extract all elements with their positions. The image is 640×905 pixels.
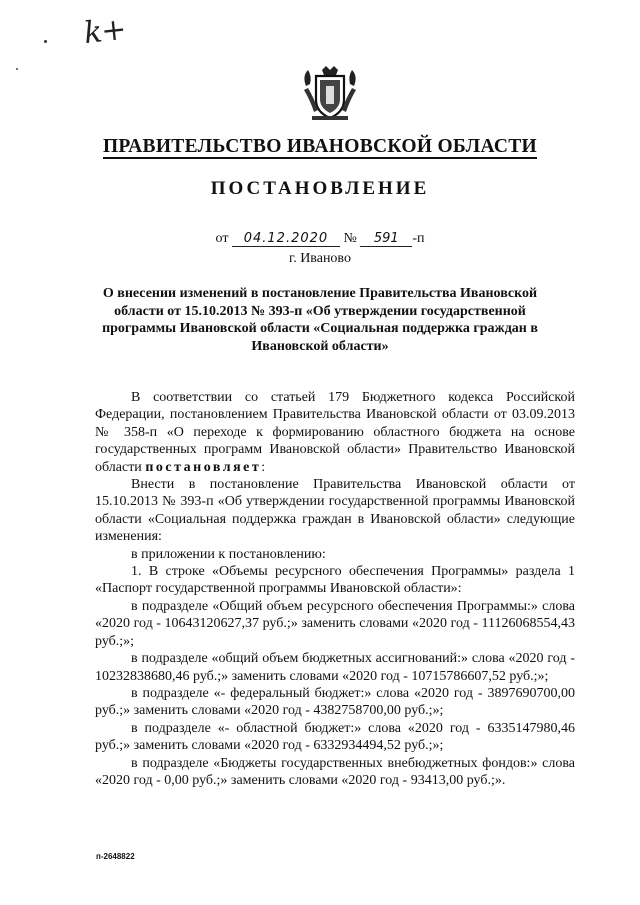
paragraph: в подразделе «общий объем бюджетных ассигнований:» слова «2020 год - 10232838680,46 руб.;» заменить словами «2020 год - 10715786607,52 руб.;»;: [95, 651, 575, 684]
paragraph: В соответствии со статьей 179 Бюджетного кодекса Российской Федерации, постановлением Правительства Ивановской области от 03.09.2013 № 358-п «О переходе к формированию областного бюджета на основе государственных программ Ивановской области» Правительство Ивановской области постановляет:: [95, 390, 575, 475]
paragraph: в подразделе «- областной бюджет:» слова «2020 год - 6335147980,46 руб.;» заменить словами «2020 год - 6332934494,52 руб.;»;: [95, 720, 575, 754]
handwritten-mark: k+: [82, 11, 128, 52]
number-suffix: -п: [412, 231, 425, 246]
document-subject: О внесении изменений в постановление Правительства Ивановской области от 15.10.2013 № 393-п «Об утверждении государственной программы Ивановской области «Социальная поддержка граждан в Ивановской области»: [102, 286, 538, 354]
document-body: [95, 389, 575, 789]
paragraph: в приложении к постановлению:: [131, 546, 326, 562]
footer-code: п-2648822: [96, 852, 135, 861]
coat-of-arms-emblem: [300, 66, 360, 122]
paragraph: в подразделе «- федеральный бюджет:» слова «2020 год - 3897690700,00 руб.;» заменить словами «2020 год - 4382758700,00 руб.;»;: [95, 685, 575, 719]
paragraph: Внести в постановление Правительства Ивановской области от 15.10.2013 № 393-п «Об утверждении государственной программы Ивановской области «Социальная поддержка граждан в Ивановской области» следующие изменения:: [95, 477, 575, 545]
date-number-line: [0, 231, 640, 247]
paragraph: 1. В строке «Объемы ресурсного обеспечения Программы» раздела 1 «Паспорт государственной программы Ивановской области»:: [95, 564, 575, 597]
ink-dot: [44, 40, 47, 43]
spaced-word-postanovlyaet: постановляет: [145, 459, 262, 475]
handwritten-date: 04.12.2020: [232, 231, 340, 247]
ink-dot: [16, 68, 18, 70]
city: г. Иваново: [289, 251, 351, 266]
paragraph: в подразделе «Общий объем ресурсного обеспечения Программы:» слова «2020 год - 10643120627,37 руб.;» заменить словами «2020 год - 11126068554,43 руб.;»;: [95, 598, 575, 649]
number-sign: №: [343, 231, 357, 246]
organization-title: ПРАВИТЕЛЬСТВО ИВАНОВСКОЙ ОБЛАСТИ: [102, 136, 538, 157]
paragraph: в подразделе «Бюджеты государственных внебюджетных фондов:» слова «2020 год - 0,00 руб.;» заменить словами «2020 год - 93413,00 руб.;».: [95, 755, 575, 788]
handwritten-number: 591: [360, 231, 412, 247]
date-prefix: от: [215, 231, 229, 246]
document-type-title: ПОСТАНОВЛЕНИЕ: [210, 178, 430, 199]
